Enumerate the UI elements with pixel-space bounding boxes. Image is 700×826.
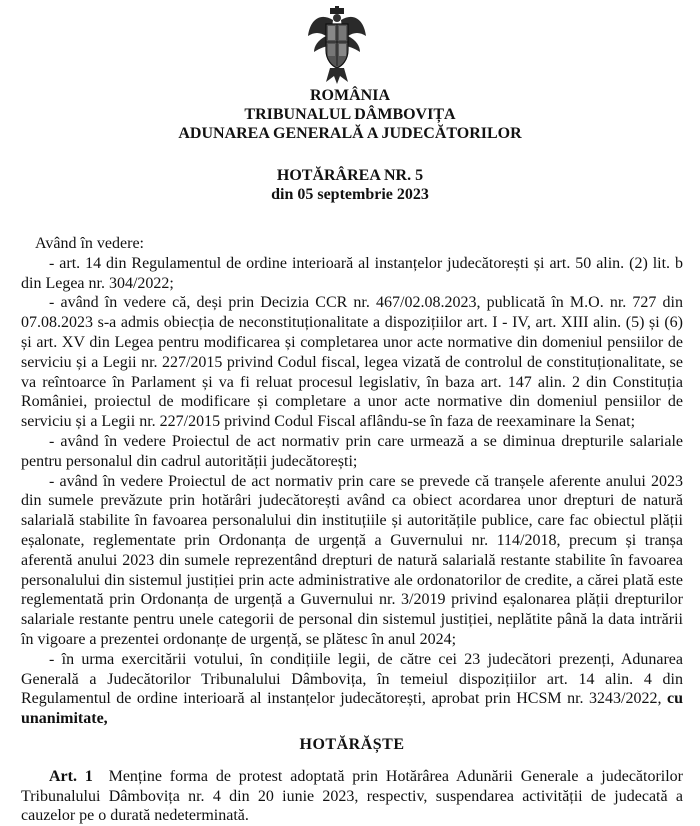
court-heading: TRIBUNALUL DÂMBOVIȚA (244, 106, 456, 123)
paragraph-item-5 (21, 650, 683, 729)
paragraph-item-4: - având în vedere Proiectul de act normativ prin care se prevede că tranșele aferente anului 2023 din sumele prevăzute prin hotărâri judecătorești având ca obiect acordarea unor drepturi de natură salarială stabilite în favoarea personalului din instituțiile și autoritățile publice, care fac obiectul plății eșalonate, reglementate prin Ordonanța de urgență a Guvernului nr. 114/2018, precum și tranșa aferentă anului 2023 din sumele reprezentând drepturi de natură salarială restante stabilite în favoarea personalului din sistemul justiției prin acte administrative ale ordonatorilor de credite, a cărei plată este reglementată prin Ordonanța de urgență a Guvernului nr. 3/2019 privind eșalonarea plății drepturilor salariale restante pentru unele categorii de personal din sistemul justiției, neplătite până la data intrării în vigoare a prezentei ordonanțe de urgență, se plătesc în anul 2024; (21, 472, 683, 648)
paragraph-item-3: - având în vedere Proiectul de act normativ prin care urmează a se diminua drepturile salariale pentru personalul din cadrul autorității judecătorești; (21, 432, 683, 470)
article-1-label: Art. 1 (49, 767, 93, 785)
document-header (0, 86, 700, 143)
decision-date: din 05 septembrie 2023 (271, 186, 429, 203)
decision-title: HOTĂRÂREA NR. 5 (276, 167, 424, 184)
decides-heading: HOTĂRĂȘTE (299, 735, 405, 753)
paragraph-item-1: - art. 14 din Regulamentul de ordine interioară al instanțelor judecătorești și art. 50 alin. (2) lit. b din Legea nr. 304/2022; (21, 254, 683, 292)
paragraph-item-2: - având în vedere că, deși prin Decizia CCR nr. 467/02.08.2023, publicată în M.O. nr. 727 din 07.08.2023 s-a admis obiecția de neconstituționalitate a dispozițiilor art. I - IV, art. XIII alin. (5) și (6) și art. XV din Legea pentru modificarea și completarea unor acte normative din domeniul pensiilor de serviciu și a Legii nr. 227/2015 privind Codul fiscal, legea vizată de controlul de constituționalitate, se va reîntoarce în Parlament și va fi reluat procesul legislativ, în baza art. 147 alin. 2 din Constituția României, proiectul de modificare și completare a unor acte normative din domeniul pensiilor de serviciu și a Legii nr. 227/2015 privind Codul Fiscal aflându-se în faza de reexaminare la Senat; (21, 294, 683, 431)
paragraph-item-5-text: - în urma exercitării votului, în condițiile legii, de către cei 23 judecători prezenți, Adunarea Generală a Judecătorilor Tribunalului Dâmbovița, în temeiul dispozițiilor art. 14 alin. 4 din Regulamentul de ordine interioară al instanțelor judecătorești, aprobat prin HCSM nr. 3243/2022, (21, 650, 683, 708)
article-1 (21, 767, 683, 826)
assembly-heading: ADUNAREA GENERALĂ A JUDECĂTORILOR (178, 125, 522, 142)
intro-line: Având în vedere: (35, 235, 144, 252)
document-body (21, 234, 683, 826)
coat-of-arms-icon (306, 6, 368, 84)
article-1-text: Menține forma de protest adoptată prin Hotărârea Adunării Generale a judecătorilor Tribunalului Dâmbovița nr. 4 din 20 iunie 2023, respectiv, suspendarea activității de judecată a cauzelor pe o durată nedeterminată. (21, 767, 684, 825)
unanimity-label: cu unanimitate, (21, 690, 683, 728)
country-heading: ROMÂNIA (310, 87, 390, 104)
decision-heading (0, 166, 700, 204)
